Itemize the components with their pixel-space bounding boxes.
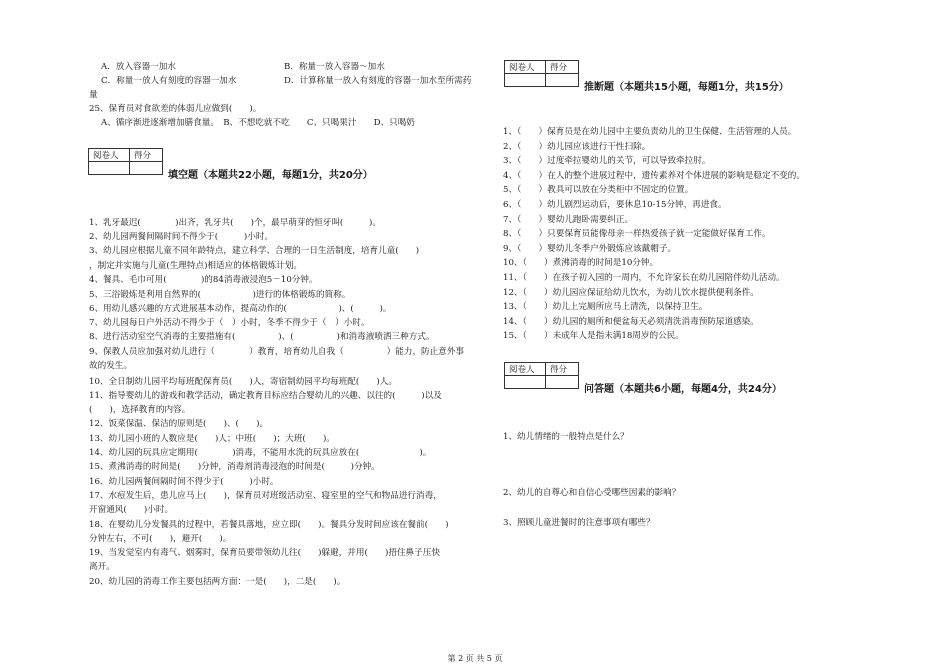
score-box-qa	[504, 362, 579, 389]
q24-option-tail: 量	[89, 90, 98, 100]
fill-question-line: 开窗通风( )小时。	[89, 505, 174, 515]
fill-question-line: 2、幼儿园两餐间隔时间不得少于( )小时。	[89, 232, 274, 242]
fill-question-line: ( )，选择教育的内容。	[89, 405, 191, 415]
score-box-fill	[88, 148, 163, 175]
fill-question-line: 8、进行活动室空气消毒的主要措施有( )、( )和消毒液喷洒三种方式。	[89, 332, 435, 342]
score-cell[interactable]	[546, 74, 579, 87]
judge-question-line: 15、（ ）未成年人是指未满18周岁的公民。	[503, 331, 684, 342]
judge-question-line: 11、（ ）在孩子初入园的一周内，不允许家长在幼儿园陪伴幼儿活动。	[503, 273, 785, 283]
reviewer-cell[interactable]	[505, 376, 546, 389]
reviewer-cell[interactable]	[505, 74, 546, 87]
judge-question-line: 8、（ ）只要保育员能像母亲一样热爱孩子就一定能做好保育工作。	[503, 229, 771, 240]
q24-option-a: A．放入容器一加水	[101, 62, 176, 72]
reviewer-label: 阅卷人	[89, 149, 130, 162]
qa-question-1: 1、幼儿情绪的一般特点是什么？	[503, 432, 629, 442]
fill-question-line: 10、全日制幼儿园平均每班配保育员( )人，寄宿制幼园平均每班配( )人。	[89, 377, 397, 387]
fill-question-line: 分钟左右，不可( )，避开( )。	[89, 534, 232, 544]
judge-question-line: 4、（ ）在人的整个进展过程中，遗传素养对个体进展的影响是稳定不变的。	[503, 170, 805, 181]
judge-question-line: 13、（ ）幼儿上完厕所应马上清洗，以保持卫生。	[503, 302, 708, 313]
fill-question-line: 14、幼儿园的玩具应定期用( )消毒，不能用水洗的玩具应放在( )。	[89, 448, 432, 458]
q24-option-d: D．计算称量一放入有刻度的容器一加水至所需药	[284, 76, 472, 86]
fill-question-line: 离开。	[89, 562, 115, 572]
score-label: 得分	[546, 363, 579, 376]
score-cell[interactable]	[130, 162, 163, 175]
qa-question-3: 3、照顾儿童进餐时的注意事项有哪些？	[503, 518, 655, 528]
qa-section-title: 问答题（本题共6小题，每题4分，共24分）	[584, 384, 782, 395]
fill-question-line: 15、煮沸消毒的时间是( )分钟，消毒剂消毒浸泡的时间是( )分钟。	[89, 462, 380, 472]
qa-question-2: 2、幼儿的自尊心和自信心受哪些因素的影响？	[503, 488, 681, 498]
fill-section-title: 填空题（本题共22小题，每题1分，共20分）	[168, 170, 373, 181]
fill-question-line: 9、保教人员应加强对幼儿进行（ ）教育，培育幼儿自我（ ）能力，防止意外事	[89, 347, 465, 357]
fill-question-line: 20、幼儿园的消毒工作主要包括两方面：一是( )，二是( )。	[89, 577, 346, 587]
judge-question-line: 10、（ ）煮沸消毒的时间是10分钟。	[503, 258, 659, 269]
reviewer-label: 阅卷人	[505, 363, 546, 376]
q25-options: A、循序渐进逐渐增加膳食量。 B、不想吃就不吃 C、只喝果汁 D、只喝奶	[101, 118, 415, 128]
q24-option-c: C．称量一放人有刻度的容器一加水	[101, 76, 237, 86]
q25-stem: 25、保育员对食欲差的体弱儿应做到( )。	[89, 104, 262, 114]
fill-question-line: 7、幼儿园每日户外活动不得少于（ ）小时，冬季不得少于（ ）小时。	[89, 318, 370, 328]
judge-question-line: 1、（ ）保育员是在幼儿园中主要负责幼儿的卫生保健、生活管理的人员。	[503, 127, 797, 137]
fill-question-line: 13、幼儿园小班的人数应是( )人；中班( )；大班( )。	[89, 434, 335, 444]
score-label: 得分	[130, 149, 163, 162]
fill-question-line: 17、水痘发生后，患儿应马上( )，保育员对班级活动室、寝室里的空气和物品进行消毒，	[89, 491, 442, 501]
fill-question-line: 3、幼儿园应根据儿童不同年龄特点，建立科学、合理的一日生活制度，培育儿童( )	[89, 246, 420, 256]
fill-question-line: ，制定并实施与儿童(生理特点)相适应的体格锻炼计划。	[89, 261, 302, 271]
page-footer: 第 2 页 共 5 页	[447, 654, 503, 663]
fill-question-line: 11、指导婴幼儿的游戏和教学活动，确定教育目标应结合婴幼儿的兴趣、以往的( )以及	[89, 391, 442, 401]
reviewer-cell[interactable]	[89, 162, 130, 175]
fill-question-line: 1、乳牙最迟( )出齐，乳牙共( )个，最早萌芽的恒牙叫( )。	[89, 218, 381, 228]
score-label: 得分	[546, 61, 579, 74]
fill-question-line: 6、用幼儿感兴趣的方式进展基本动作，提高动作的( )、( )。	[89, 304, 392, 314]
judge-question-line: 14、（ ）幼儿园的厕所和便盆每天必须清洗消毒预防尿道感染。	[503, 316, 759, 327]
judge-question-line: 3、（ ）过度牵拉婴幼儿的关节，可以导致牵拉肘。	[503, 156, 711, 167]
fill-question-line: 12、饭菜保温、保洁的原则是( )、( )。	[89, 419, 269, 429]
score-box-judge	[504, 60, 579, 87]
fill-question-line: 16、幼儿园两餐间隔时间不得少于( )小时。	[89, 477, 279, 487]
judge-question-line: 5、（ ）教具可以放在分类柜中不固定的位置。	[503, 185, 694, 196]
judge-question-line: 2、（ ）幼儿园应该进行干性扫除。	[503, 141, 651, 152]
q24-option-b: B．称量一放入容器～加水	[284, 62, 385, 72]
judge-question-line: 12、（ ）幼儿园应保证给幼儿饮水，为幼儿饮水提供便利条件。	[503, 287, 759, 298]
fill-question-line: 4、餐具、毛巾可用( )的84消毒液浸泡5－10分钟。	[89, 275, 318, 285]
fill-question-line: 5、三浴锻炼是利用自然界的( )进行的体格锻炼的简称。	[89, 290, 351, 300]
fill-question-line: 19、当发觉室内有毒气、烟雾时，保育员要带领幼儿往( )躲避，并用( )捂住鼻子压快	[89, 548, 440, 558]
judge-question-line: 7、（ ）婴幼儿跑卧需要纠正。	[503, 214, 634, 225]
fill-question-line: 18、在婴幼儿分发餐具的过程中，若餐具落地，应立即( )。餐具分发时间应该在餐前( )	[89, 520, 449, 530]
judge-section-title: 推断题（本题共15小题，每题1分，共15分）	[584, 82, 789, 93]
score-cell[interactable]	[546, 376, 579, 389]
reviewer-label: 阅卷人	[505, 61, 546, 74]
judge-question-line: 9、（ ）婴幼儿冬季户外锻炼应该戴帽子。	[503, 243, 677, 254]
judge-question-line: 6、（ ）幼儿剧烈运动后，要休息10-15分钟，再进食。	[503, 200, 727, 210]
fill-question-line: 故的发生。	[89, 361, 132, 371]
